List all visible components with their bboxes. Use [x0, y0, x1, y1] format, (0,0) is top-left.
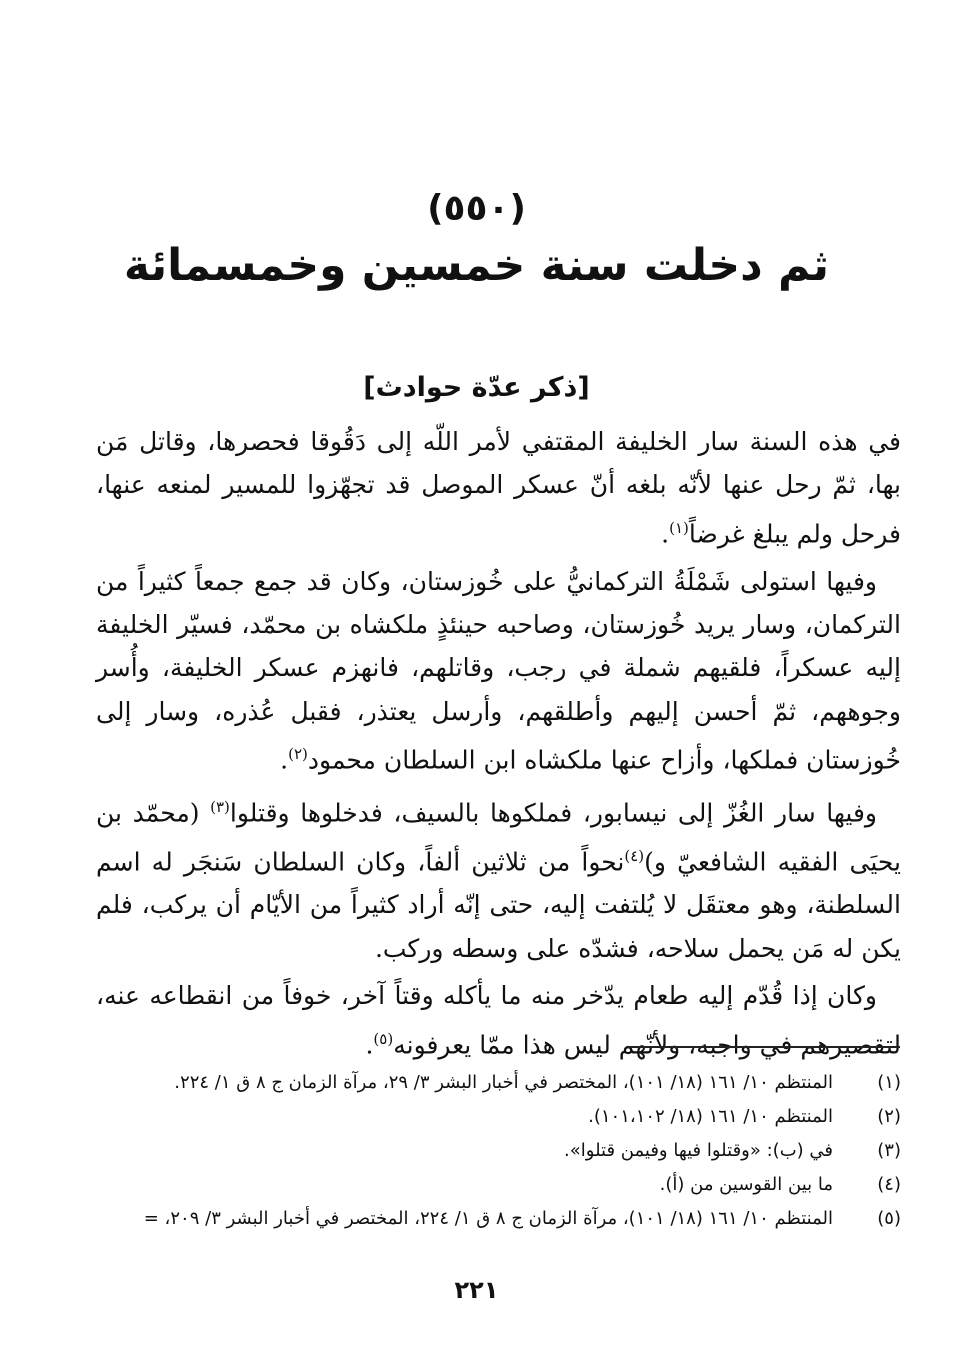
paragraph	[96, 420, 901, 556]
footnote-text: المنتظم ١٠/ ١٦١ (١٨/ ١٠١)، مرآة الزمان ج ٨ ق ١/ ٢٢٤، المختصر في أخبار البشر ٣/ ٢٠٩، =	[143, 1208, 833, 1229]
paragraph-text: في هذه السنة سار الخليفة المقتفي لأمر اللّه إلى دَقُوقا فحصرها، وقاتل مَن بها، ثمّ رحل عنها لأنّه بلغه أنّ عسكر الموصل قد تجهّزوا للمسير لمنعه عنها، فرحل ولم يبلغ غرضاً	[96, 427, 901, 549]
footnote	[80, 1202, 901, 1236]
footnotes	[80, 1066, 901, 1236]
footnote	[80, 1066, 901, 1100]
footnote	[80, 1168, 901, 1202]
footnote	[80, 1134, 901, 1168]
footnote	[80, 1100, 901, 1134]
footnote-number: (٥)	[877, 1208, 901, 1229]
footnote-marker: (٤)	[624, 846, 645, 865]
section-heading: [ذكر عدّة حوادث]	[363, 372, 590, 403]
paragraph-text: (محمّد بن يحيَى الفقيه الشافعيّ و)	[96, 798, 901, 876]
chapter-title: ثم دخلت سنة خمسين وخمسمائة	[123, 240, 830, 291]
footnote-marker: (٥)	[373, 1029, 394, 1048]
footnote-text: المنتظم ١٠/ ١٦١ (١٨/ ١٠١،١٠٢).	[588, 1106, 833, 1127]
paragraph-text: وفيها سار الغُزّ إلى نيسابور، فملكوها بالسيف، فدخلوها وقتلوا	[229, 798, 877, 828]
paragraph-text: وفيها استولى شَمْلَةُ التركمانيُّ على خُوزستان، وكان قد جمع جمعاً كثيراً من التركمان، وسار يريد خُوزستان، وصاحبه حينئذٍ ملكشاه بن محمّد، فسيّر الخليفة إليه عسكراً، فلقيهم شملة في رجب، وقاتلهم، فانهزم عسكر الخليفة، وأُسر وجوههم، ثمّ أحسن إليهم وأطلقهم، وأرسل يعتذر، فقبل عُذره، وسار إلى خُوزستان فملكها، وأزاح عنها ملكشاه ابن السلطان محمود	[96, 566, 901, 775]
footnote-number: (١)	[877, 1072, 901, 1093]
paragraph-end: .	[365, 1029, 374, 1059]
paragraph-text: نحواً من ثلاثين ألفاً، وكان السلطان سَنجَر له اسم السلطنة، وهو معتقَل لا يُلتفت إليه، حتى إنّه أراد كثيراً من الأيّام أن يركب، فلم يكن له مَن يحمل سلاحه، فشدّه على وسطه وركب.	[96, 846, 901, 963]
footnote-number: (٤)	[877, 1174, 901, 1195]
footnote-text: المنتظم ١٠/ ١٦١ (١٨/ ١٠١)، المختصر في أخبار البشر ٣/ ٢٩، مرآة الزمان ج ٨ ق ١/ ٢٢٤.	[174, 1072, 833, 1093]
footnote-marker: (٣)	[210, 797, 230, 816]
year-number: (٥٥٠)	[427, 188, 526, 229]
footnote-text: ما بين القوسين من (أ).	[659, 1174, 833, 1195]
paragraph	[96, 560, 901, 782]
paragraph-text: وكان إذا قُدّم إليه طعام يدّخر منه ما يأكله وقتاً آخر، خوفاً من انقطاعه عنه، لتقصيرهم في واجبه، ولأنّهم ليس هذا ممّا يعرفونه	[96, 981, 901, 1059]
paragraph-end: .	[280, 745, 289, 775]
page-number: ٢٢١	[454, 1276, 499, 1304]
body-text	[96, 420, 901, 1070]
footnote-marker: (١)	[669, 518, 689, 537]
footnote-number: (٢)	[877, 1106, 901, 1127]
footnote-divider	[628, 1046, 900, 1048]
paragraph	[96, 786, 901, 970]
paragraph-end: .	[661, 519, 670, 549]
footnote-marker: (٢)	[288, 745, 308, 764]
footnote-text: في (ب): «وقتلوا فيها وفيمن قتلوا».	[564, 1140, 833, 1161]
footnote-number: (٣)	[877, 1140, 901, 1161]
paragraph	[96, 974, 901, 1066]
